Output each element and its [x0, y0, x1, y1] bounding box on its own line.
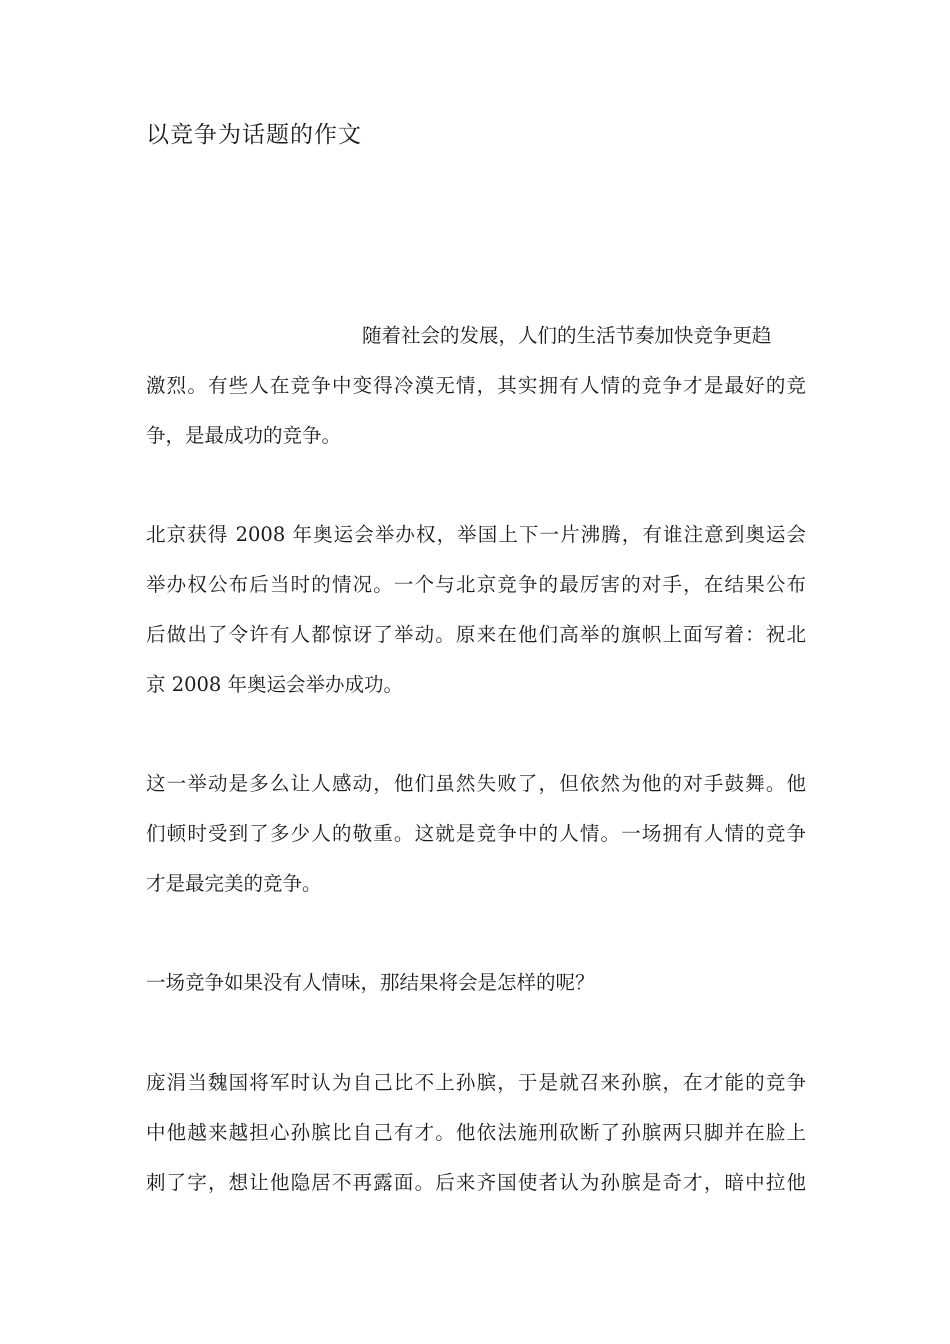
paragraph-beijing-olympics: [146, 510, 806, 710]
paragraph-pang-juan: [146, 1058, 806, 1208]
paragraph-line: 举办权公布后当时的情况。一个与北京竞争的最厉害的对手，在结果公布: [146, 573, 806, 596]
paragraph-line: 后做出了令许有人都惊讶了举动。原来在他们高举的旗帜上面写着：祝北: [146, 623, 806, 646]
paragraph-line: 北京获得 2008 年奥运会举办权，举国上下一片沸腾，有谁注意到奥运会: [146, 523, 806, 546]
paragraph-line: 才是最完美的竞争。: [146, 872, 322, 895]
paragraph-touching-act: [146, 759, 806, 909]
paragraph-line: 刺了字，想让他隐居不再露面。后来齐国使者认为孙膑是奇才，暗中拉他: [146, 1171, 806, 1194]
paragraph-line: 一场竞争如果没有人情味，那结果将会是怎样的呢？: [146, 971, 595, 994]
paragraph-line: 争，是最成功的竞争。: [146, 424, 342, 447]
paragraph-line: 这一举动是多么让人感动，他们虽然失败了，但依然为他的对手鼓舞。他: [146, 772, 806, 795]
paragraph-line: 京 2008 年奥运会举办成功。: [146, 673, 404, 696]
paragraph-question: [146, 958, 806, 1008]
paragraph-line: 们顿时受到了多少人的敬重。这就是竞争中的人情。一场拥有人情的竞争: [146, 822, 806, 845]
paragraph-line: 中他越来越担心孙膑比自己有才。他依法施刑砍断了孙膑两只脚并在脸上: [146, 1121, 806, 1144]
paragraph-intro: [146, 311, 806, 461]
paragraph-line: 庞涓当魏国将军时认为自己比不上孙膑，于是就召来孙膑，在才能的竞争: [146, 1071, 806, 1094]
document-title: 以竞争为话题的作文: [146, 122, 362, 148]
paragraph-line: 随着社会的发展，人们的生活节奏加快竞争更趋: [362, 324, 772, 347]
paragraph-line: 激烈。有些人在竞争中变得冷漠无情，其实拥有人情的竞争才是最好的竞: [146, 374, 806, 397]
